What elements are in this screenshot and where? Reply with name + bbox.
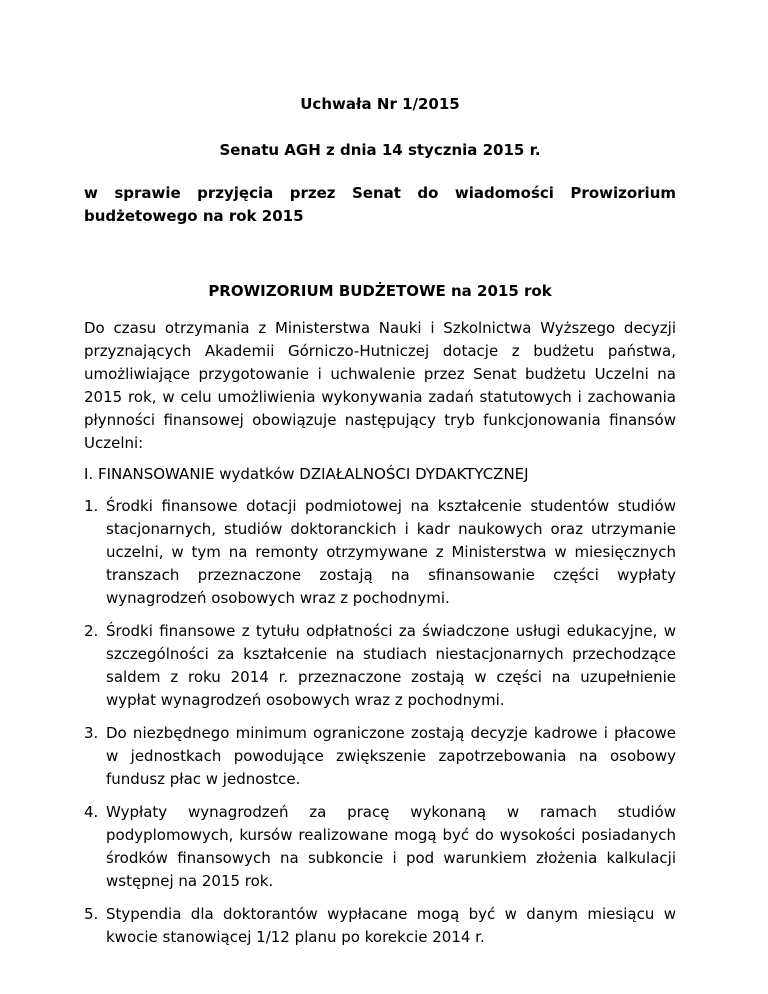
list-item (84, 801, 676, 893)
list-item-number: 5. (84, 905, 99, 923)
resolution-senate-date: Senatu AGH z dnia 14 stycznia 2015 r. (219, 141, 541, 159)
document-page (84, 92, 676, 959)
list-item-text: Środki finansowe dotacji podmiotowej na kształcenie studentów studiów stacjonarnych, studiów doktoranckich i kadr naukowych oraz utrzymanie uczelni, w tym na remonty otrzymywane z Ministerstwa w miesięcznych transzach przeznaczone zostają na sfinansowanie części wypłaty wynagrodzeń osobowych wraz z pochodnymi. (106, 497, 676, 607)
list-item-text: Stypendia dla doktorantów wypłacane mogą być w danym miesiącu w kwocie stanowiącej 1/12 planu po korekcie 2014 r. (106, 905, 676, 946)
resolution-subject: w sprawie przyjęcia przez Senat do wiadomości Prowizorium budżetowego na rok 2015 (84, 184, 676, 225)
list-item (84, 722, 676, 791)
list-item-number: 1. (84, 497, 99, 515)
resolution-title: Uchwała Nr 1/2015 (300, 95, 460, 113)
list-item (84, 620, 676, 712)
list-item (84, 903, 676, 949)
budget-items-list (84, 495, 676, 949)
budget-intro-paragraph: Do czasu otrzymania z Ministerstwa Nauki i Szkolnictwa Wyższego decyzji przyznających Akademii Górniczo-Hutniczej dotacje z budżetu państwa, umożliwiające przygotowanie i uchwalenie przez Senat budżetu Uczelni na 2015 rok, w celu umożliwienia wykonywania zadań statutowych i zachowania płynności finansowej obowiązuje następujący tryb funkcjonowania finansów Uczelni: (84, 319, 676, 452)
section-heading-teaching: I. FINANSOWANIE wydatków DZIAŁALNOŚCI DYDAKTYCZNEJ (84, 465, 529, 483)
list-item-number: 2. (84, 622, 99, 640)
budget-heading: PROWIZORIUM BUDŻETOWE na 2015 rok (208, 282, 552, 300)
list-item-number: 4. (84, 803, 99, 821)
list-item-text: Wypłaty wynagrodzeń za pracę wykonaną w ramach studiów podyplomowych, kursów realizowane mogą być do wysokości posiadanych środków finansowych na subkoncie i pod warunkiem złożenia kalkulacji wstępnej na 2015 rok. (106, 803, 676, 890)
list-item-number: 3. (84, 724, 99, 742)
list-item-text: Do niezbędnego minimum ograniczone zostają decyzje kadrowe i płacowe w jednostkach powodujące zwiększenie zapotrzebowania na osobowy fundusz płac w jednostce. (106, 724, 676, 788)
list-item-text: Środki finansowe z tytułu odpłatności za świadczone usługi edukacyjne, w szczególności za kształcenie na studiach niestacjonarnych przechodzące saldem z roku 2014 r. przeznaczone zostają w części na uzupełnienie wypłat wynagrodzeń osobowych wraz z pochodnymi. (106, 622, 676, 709)
list-item (84, 495, 676, 610)
